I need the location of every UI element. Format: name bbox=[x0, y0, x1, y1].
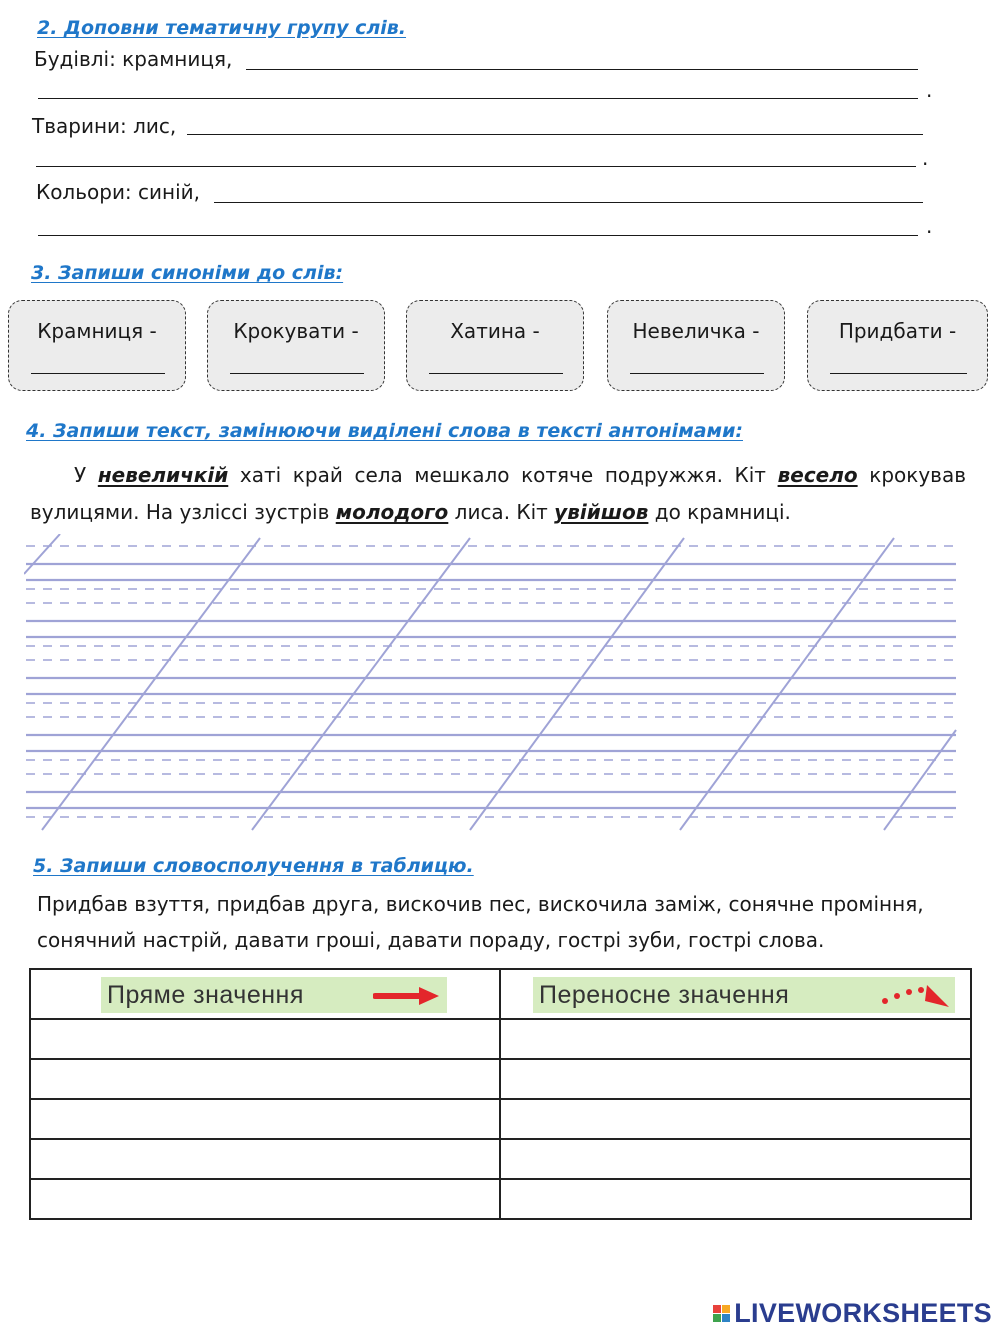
synonym-answer-line[interactable] bbox=[429, 373, 563, 374]
slant-guide-line bbox=[680, 538, 894, 830]
table-row bbox=[30, 1099, 971, 1139]
table-row bbox=[30, 1059, 971, 1099]
task2-label-buildings: Будівлі: крамниця, bbox=[34, 47, 233, 71]
synonym-word: Невеличка - bbox=[632, 319, 760, 343]
table-header-row bbox=[30, 969, 971, 1019]
direct-meaning-label: Пряме значення bbox=[101, 977, 447, 1013]
answer-cell-figurative[interactable] bbox=[500, 1179, 971, 1219]
slant-guide-line bbox=[884, 730, 956, 830]
slant-guide-line bbox=[24, 534, 60, 574]
task2-title: 2. Доповни тематичну групу слів. bbox=[37, 17, 407, 39]
task2-end-mark: . bbox=[926, 214, 933, 238]
task2-end-mark: . bbox=[926, 78, 933, 102]
synonym-word: Придбати - bbox=[838, 319, 957, 343]
slant-guide-line bbox=[470, 538, 684, 830]
header-cell-figurative bbox=[500, 969, 971, 1019]
table-row bbox=[30, 1019, 971, 1059]
synonym-card-khatyna bbox=[406, 300, 584, 391]
task2-label-animals: Тварини: лис, bbox=[32, 114, 177, 138]
synonym-answer-line[interactable] bbox=[31, 373, 165, 374]
highlighted-word: невеличкій bbox=[97, 463, 229, 487]
answer-cell-direct[interactable] bbox=[30, 1139, 500, 1179]
task2-answer-line-colors-1[interactable] bbox=[214, 202, 923, 203]
answer-cell-direct[interactable] bbox=[30, 1179, 500, 1219]
task2-answer-line-buildings-1[interactable] bbox=[246, 69, 918, 70]
phrases-table bbox=[29, 968, 972, 1220]
task5-title: 5. Запиши словосполучення в таблицю. bbox=[33, 855, 474, 877]
highlighted-word: молодого bbox=[335, 500, 449, 524]
answer-cell-figurative[interactable] bbox=[500, 1139, 971, 1179]
answer-cell-figurative[interactable] bbox=[500, 1019, 971, 1059]
table-row bbox=[30, 1139, 971, 1179]
task2-answer-line-buildings-2[interactable] bbox=[38, 98, 918, 99]
arrow-right-icon bbox=[373, 985, 441, 1007]
task5-phrases-line-2: сонячний настрій, давати гроші, давати пораду, гострі зуби, гострі слова. bbox=[37, 928, 825, 952]
dotted-arrow-icon bbox=[875, 977, 955, 1011]
figurative-meaning-label: Переносне значення bbox=[533, 977, 955, 1013]
synonym-word: Хатина - bbox=[450, 319, 540, 343]
synonym-word: Крамниця - bbox=[37, 319, 157, 343]
task2-answer-line-animals-2[interactable] bbox=[36, 166, 916, 167]
handwriting-ruled-area[interactable] bbox=[24, 534, 960, 834]
task4-text bbox=[30, 457, 966, 531]
highlighted-word: весело bbox=[777, 463, 858, 487]
slant-guide-line bbox=[252, 538, 470, 830]
task2-answer-line-colors-2[interactable] bbox=[38, 235, 918, 236]
liveworksheets-logo bbox=[713, 1298, 992, 1329]
answer-cell-figurative[interactable] bbox=[500, 1059, 971, 1099]
synonym-card-krokuvaty bbox=[207, 300, 385, 391]
synonym-answer-line[interactable] bbox=[230, 373, 364, 374]
task4-text-line-1: У невеличкій хаті край села мешкало котяче подружжя. Кіт весело крокував bbox=[74, 463, 967, 487]
highlighted-word: увійшов bbox=[554, 500, 649, 524]
synonym-card-kramnytsia bbox=[8, 300, 186, 391]
task5-phrases-line-1: Придбав взуття, придбав друга, вискочив пес, вискочила заміж, сонячне проміння, bbox=[37, 892, 924, 916]
answer-cell-direct[interactable] bbox=[30, 1099, 500, 1139]
synonym-card-prydbaty bbox=[807, 300, 988, 391]
brand-name: LIVEWORKSHEETS bbox=[734, 1298, 992, 1328]
task4-title: 4. Запиши текст, замінюючи виділені слова в тексті антонімами: bbox=[26, 420, 743, 442]
synonym-card-nevelychka bbox=[607, 300, 785, 391]
answer-cell-figurative[interactable] bbox=[500, 1099, 971, 1139]
brand-badge-icon bbox=[713, 1305, 730, 1322]
answer-cell-direct[interactable] bbox=[30, 1059, 500, 1099]
synonym-answer-line[interactable] bbox=[630, 373, 764, 374]
task3-title: 3. Запиши синоніми до слів: bbox=[31, 262, 344, 284]
task2-answer-line-animals-1[interactable] bbox=[187, 134, 923, 135]
synonym-answer-line[interactable] bbox=[830, 373, 967, 374]
task2-label-colors: Кольори: синій, bbox=[36, 180, 201, 204]
table-row bbox=[30, 1179, 971, 1219]
task4-text-line-2: вулицями. На узліссі зустрів молодого лиса. Кіт увійшов до крамниці. bbox=[30, 500, 791, 524]
answer-cell-direct[interactable] bbox=[30, 1019, 500, 1059]
slant-guide-line bbox=[42, 538, 260, 830]
task2-end-mark: . bbox=[922, 146, 929, 170]
synonym-word: Крокувати - bbox=[233, 319, 359, 343]
header-cell-direct bbox=[30, 969, 500, 1019]
